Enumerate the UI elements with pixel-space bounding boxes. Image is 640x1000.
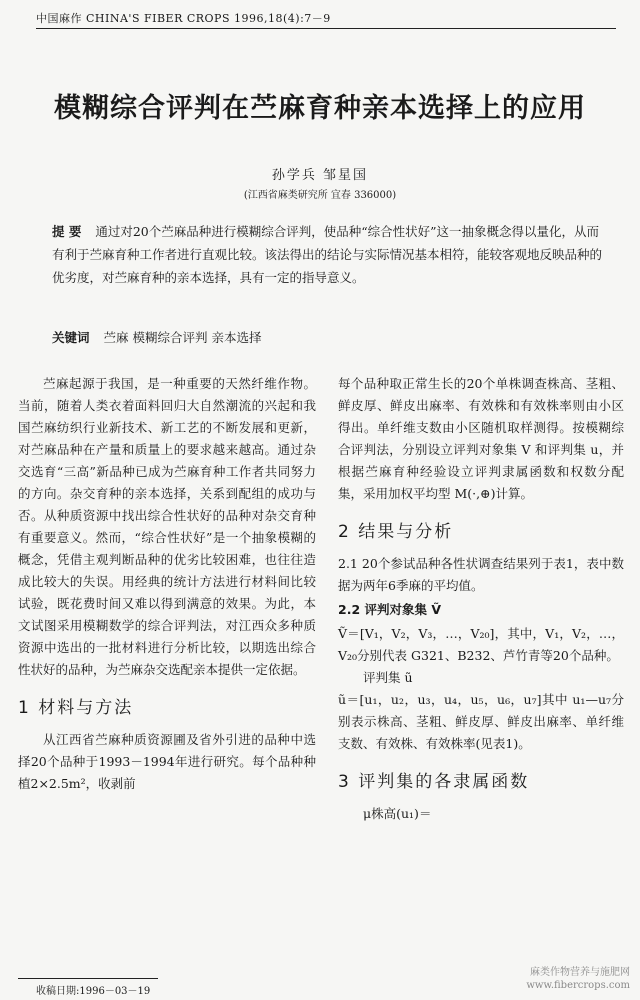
section-2-heading: 2 结果与分析 — [338, 522, 454, 542]
watermark-line-2: www.fibercrops.com — [526, 980, 630, 991]
header-rule — [36, 28, 616, 29]
keywords-label: 关键词 — [52, 330, 90, 345]
methods-continued: 每个品种取正常生长的20个单株调查株高、茎粗、鲜皮厚、鲜皮出麻率、有效株和有效株率则由小区得出。单纤维支数由小区随机取样测得。按模糊综合评判法，分别设立评判对象集 V 和评判集 u，并根据苎麻育种经验设立评判隶属函数和权数分配集，采用加权平均型 M(·,⊕)计算。 — [338, 376, 624, 501]
keywords — [52, 328, 602, 346]
section-2-2-heading: 2.2 评判对象集 Ṽ — [338, 602, 442, 617]
paper-title: 模糊综合评判在苎麻育种亲本选择上的应用 — [54, 93, 586, 124]
left-column — [18, 373, 316, 795]
keywords-text: 苎麻 模糊综合评判 亲本选择 — [103, 330, 262, 345]
section-2-1: 2.1 20个参试品种各性状调查结果列于表1，表中数据为两年6季麻的平均值。 — [338, 556, 624, 593]
affiliation: (江西省麻类研究所 宜春 336000) — [243, 190, 397, 201]
abstract-label: 提 要 — [52, 224, 82, 239]
authors: 孙学兵 邹星国 — [271, 168, 369, 183]
section-1-heading: 1 材料与方法 — [18, 698, 134, 718]
evaluation-set-text: ũ＝[u₁，u₂，u₃，u₄，u₅，u₆，u₇]其中 u₁—u₇分别表示株高、茎粗、鲜皮厚、鲜皮出麻率、单纤维支数、有效株、有效株率(见表1)。 — [338, 692, 624, 751]
abstract-text: 通过对20个苎麻品种进行模糊综合评判，使品种“综合性状好”这一抽象概念得以量化，从而有利于苎麻育种工作者进行直观比较。该法得出的结论与实际情况基本相符，能较客观地反映品种的优劣度，对苎麻育种的亲本选择，具有一定的指导意义。 — [52, 224, 603, 285]
journal-header — [36, 10, 616, 26]
received-date: 收稿日期:1996－03－19 — [36, 986, 151, 997]
membership-formula: μ株高(u₁)＝ — [363, 806, 432, 821]
section-2-2-text: Ṽ＝[V₁，V₂，V₃，…，V₂₀]，其中，V₁，V₂，…，V₂₀分别代表 G321、B232、芦竹青等20个品种。 — [338, 626, 624, 663]
watermark — [526, 966, 630, 992]
right-column — [338, 373, 624, 825]
abstract — [52, 220, 602, 289]
watermark-line-1: 麻类作物营养与施肥网 — [530, 967, 630, 978]
intro-paragraph: 苎麻起源于我国，是一种重要的天然纤维作物。当前，随着人类衣着面料回归大自然潮流的兴起和我国苎麻纺织行业新技术、新工艺的不断发展和更新，对苎麻品种在产量和质量上的要求越来越高。通过杂交选育“三高”新品种已成为苎麻育种工作者共同努力的方向。杂交育种的亲本选择，关系到配组的成功与否。从种质资源中找出综合性状好的品种对杂交育种有重要意义。然而，“综合性状好”是一个抽象模糊的概念，凭借主观判断品种的优劣比较困难，也往往造成比较大的失误。用经典的统计方法进行材料间比较试验，既花费时间又难以得到满意的效果。为此，本文试图采用模糊数学的综合评判法，对江西众多种质资源中选出的一批材料进行分析比较，以期选出综合性状好的品种，为苎麻杂交选配亲本提供一定依据。 — [18, 376, 316, 677]
journal-header-text: 中国麻作 CHINA'S FIBER CROPS 1996,18(4):7－9 — [36, 12, 331, 25]
evaluation-set-heading: 评判集 ũ — [363, 670, 413, 685]
section-3-heading: 3 评判集的各隶属函数 — [338, 772, 530, 792]
section-1-paragraph: 从江西省苎麻种质资源圃及省外引进的品种中选择20个品种于1993－1994年进行研究。每个品种种植2×2.5m²，收剥前 — [18, 732, 316, 791]
footnote-rule — [18, 978, 158, 979]
